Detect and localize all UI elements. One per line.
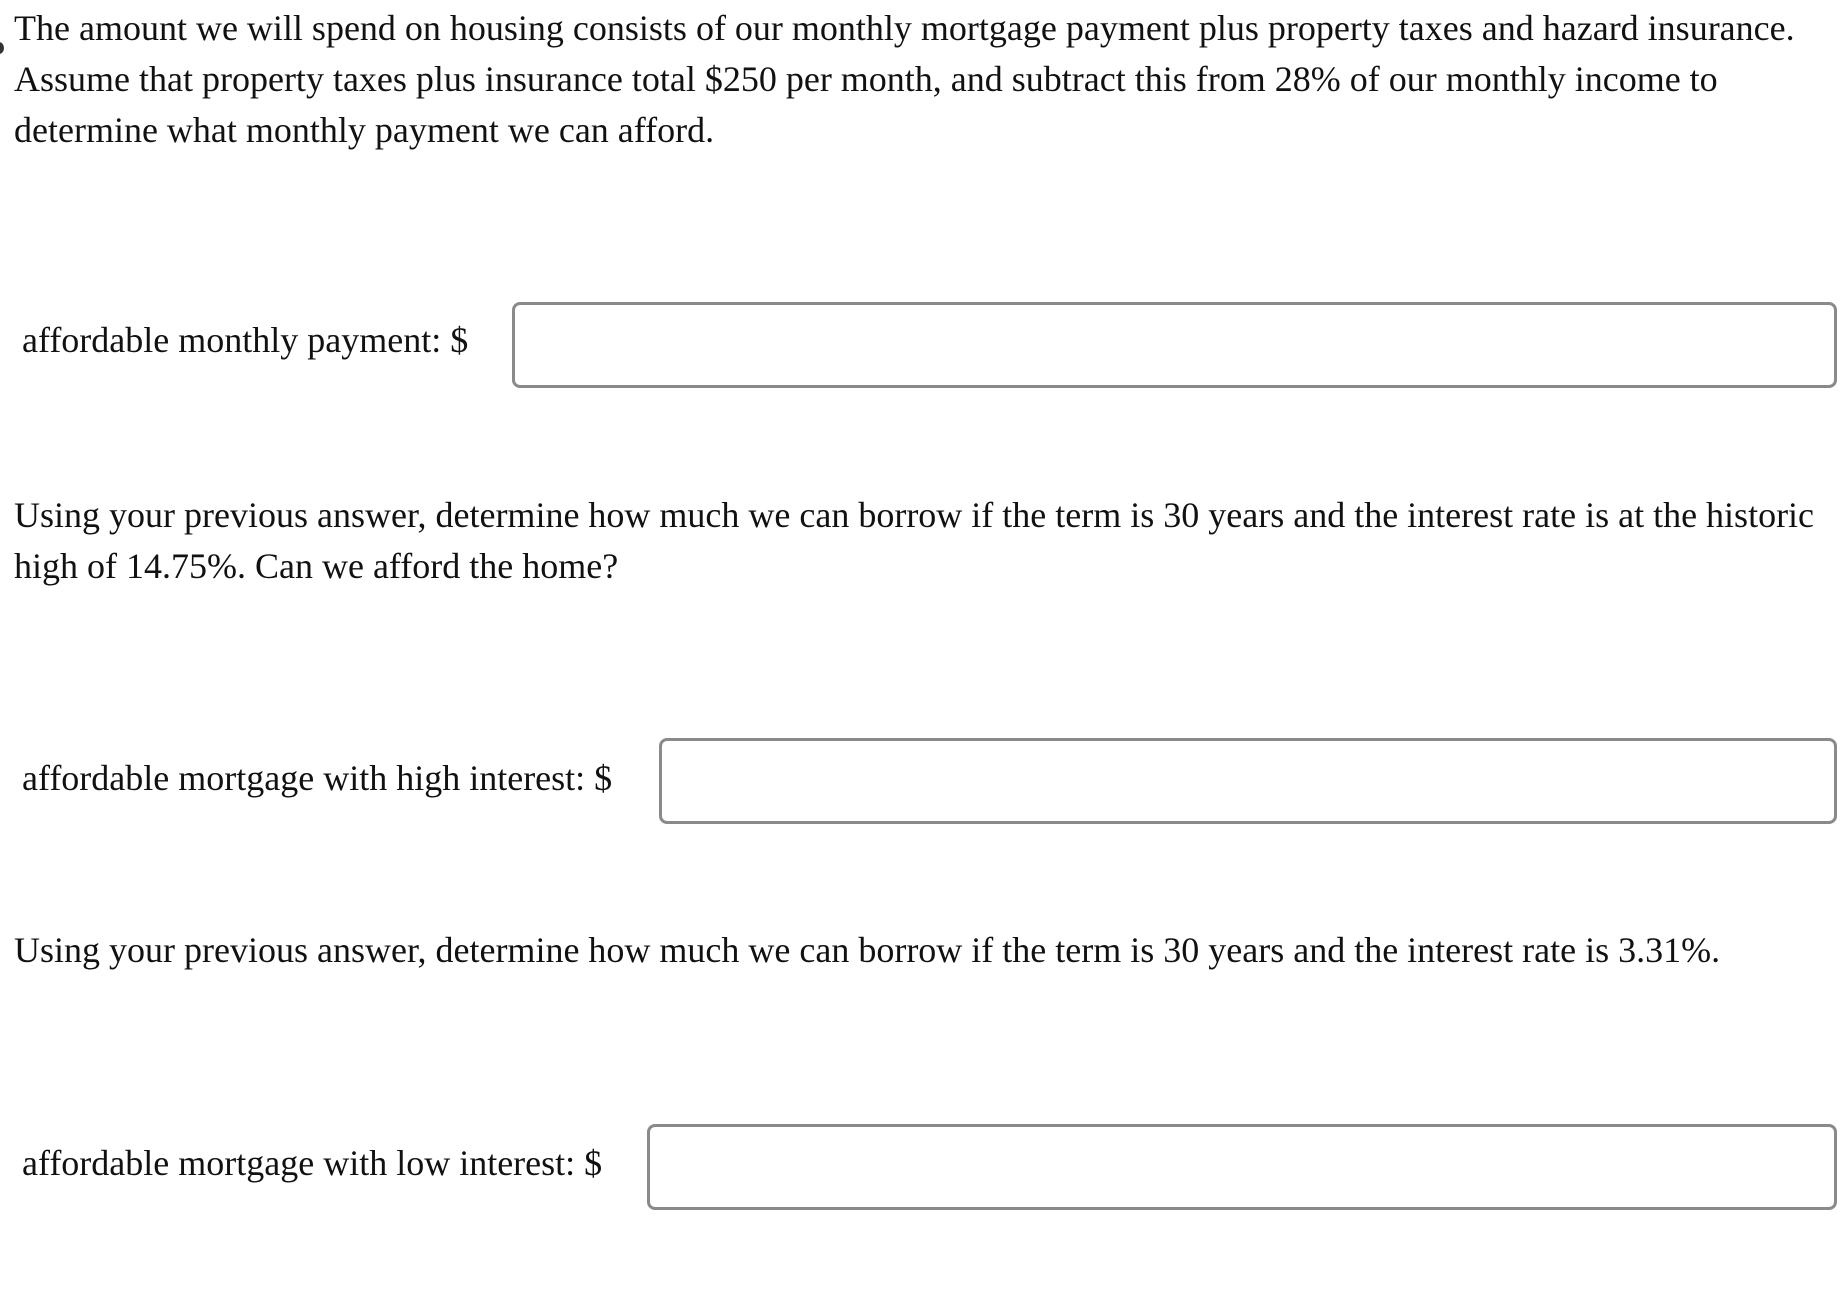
low-interest-prompt: Using your previous answer, determine how much we can borrow if the term is 30 years and the interest rate is 3.31%. bbox=[14, 930, 1721, 970]
low-interest-mortgage-input[interactable] bbox=[647, 1124, 1837, 1210]
low-interest-mortgage-label: affordable mortgage with low interest: $ bbox=[22, 1143, 603, 1183]
high-interest-mortgage-input[interactable] bbox=[659, 738, 1837, 824]
high-interest-mortgage-label: affordable mortgage with high interest: $ bbox=[22, 758, 613, 798]
intro-paragraph: The amount we will spend on housing consists of our monthly mortgage payment plus property taxes and hazard insurance. Assume that property taxes plus insurance total $250 per month, and subtract this from 28% of our monthly income to determine what monthly payment we can afford. bbox=[14, 8, 1795, 150]
edge-marker bbox=[0, 42, 4, 54]
high-interest-prompt: Using your previous answer, determine how much we can borrow if the term is 30 years and the interest rate is at the historic high of 14.75%. Can we afford the home? bbox=[14, 495, 1815, 586]
monthly-payment-input[interactable] bbox=[512, 302, 1837, 388]
monthly-payment-label: affordable monthly payment: $ bbox=[22, 320, 469, 360]
